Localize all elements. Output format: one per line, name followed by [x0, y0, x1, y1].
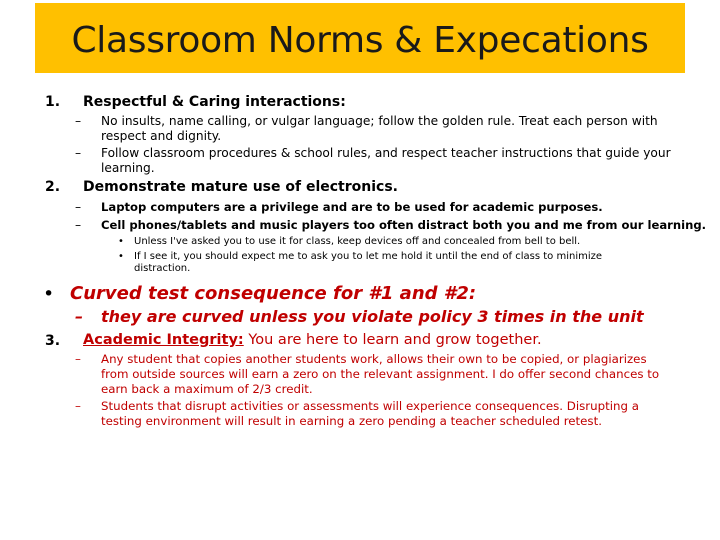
dash-marker: –	[75, 218, 82, 232]
sub-line: respect and dignity.	[101, 129, 222, 143]
curved-sub-text: they are curved unless you violate policy 3 times in the unit	[101, 307, 644, 326]
academic-integrity-label: Academic Integrity:	[83, 332, 244, 348]
dash-marker: –	[75, 399, 81, 413]
item-2-sub-2	[75, 218, 707, 233]
item-2-number: 2.	[45, 179, 61, 195]
sub-line: Cell phones/tablets and music players too often distract both you and me from our learning.	[101, 218, 707, 232]
item-3-sub-1	[75, 352, 695, 397]
sub-line: testing environment will result in earning a zero pending a teacher scheduled retest.	[101, 414, 602, 428]
curved-heading: Curved test consequence for #1 and #2:	[70, 283, 477, 304]
sub-line: Students that disrupt activities or assessments will experience consequences. Disrupting a	[101, 399, 639, 413]
dash-marker: –	[75, 114, 82, 128]
title-banner	[35, 3, 685, 73]
dash-marker: –	[75, 352, 81, 366]
dash-marker: –	[75, 146, 82, 160]
item-1-heading: Respectful & Caring interactions:	[83, 94, 346, 110]
item-2-bullet-1	[118, 236, 678, 248]
bullet-line: Unless I've asked you to use it for class, keep devices off and concealed from bell to bell.	[134, 236, 581, 247]
item-1-sub-1	[75, 114, 695, 144]
bullet-marker: •	[118, 236, 124, 247]
dash-marker: –	[75, 307, 83, 326]
item-1-sub-2	[75, 146, 695, 176]
item-1-number: 1.	[45, 94, 61, 110]
item-2-sub-1	[75, 200, 695, 215]
item-3-heading	[83, 331, 542, 349]
item-2-bullet-2	[118, 251, 678, 275]
item-3-number: 3.	[45, 333, 61, 349]
sub-line: No insults, name calling, or vulgar language; follow the golden rule. Treat each person with	[101, 114, 658, 128]
sub-line: learning.	[101, 161, 155, 175]
dash-marker: –	[75, 200, 82, 214]
sub-line: Laptop computers are a privilege and are to be used for academic purposes.	[101, 200, 603, 214]
sub-line: Any student that copies another students work, allows their own to be copied, or plagiarizes	[101, 352, 647, 366]
bullet-line: distraction.	[134, 263, 191, 274]
bullet-line: If I see it, you should expect me to ask you to let me hold it until the end of class to minimize	[134, 251, 603, 262]
sub-line: from outside sources will earn a zero on the relevant assignment. I do offer second chances to	[101, 367, 660, 381]
page-title: Classroom Norms & Expecations	[71, 20, 649, 61]
bullet-marker: •	[118, 251, 124, 262]
curved-bullet: •	[43, 283, 55, 305]
item-3-sub-2	[75, 399, 695, 429]
sub-line: earn back a maximum of 2/3 credit.	[101, 382, 313, 396]
item-2-heading: Demonstrate mature use of electronics.	[83, 179, 398, 195]
academic-integrity-rest: You are here to learn and grow together.	[248, 332, 542, 348]
sub-line: Follow classroom procedures & school rules, and respect teacher instructions that guide your	[101, 146, 671, 160]
curved-sub	[75, 306, 644, 328]
